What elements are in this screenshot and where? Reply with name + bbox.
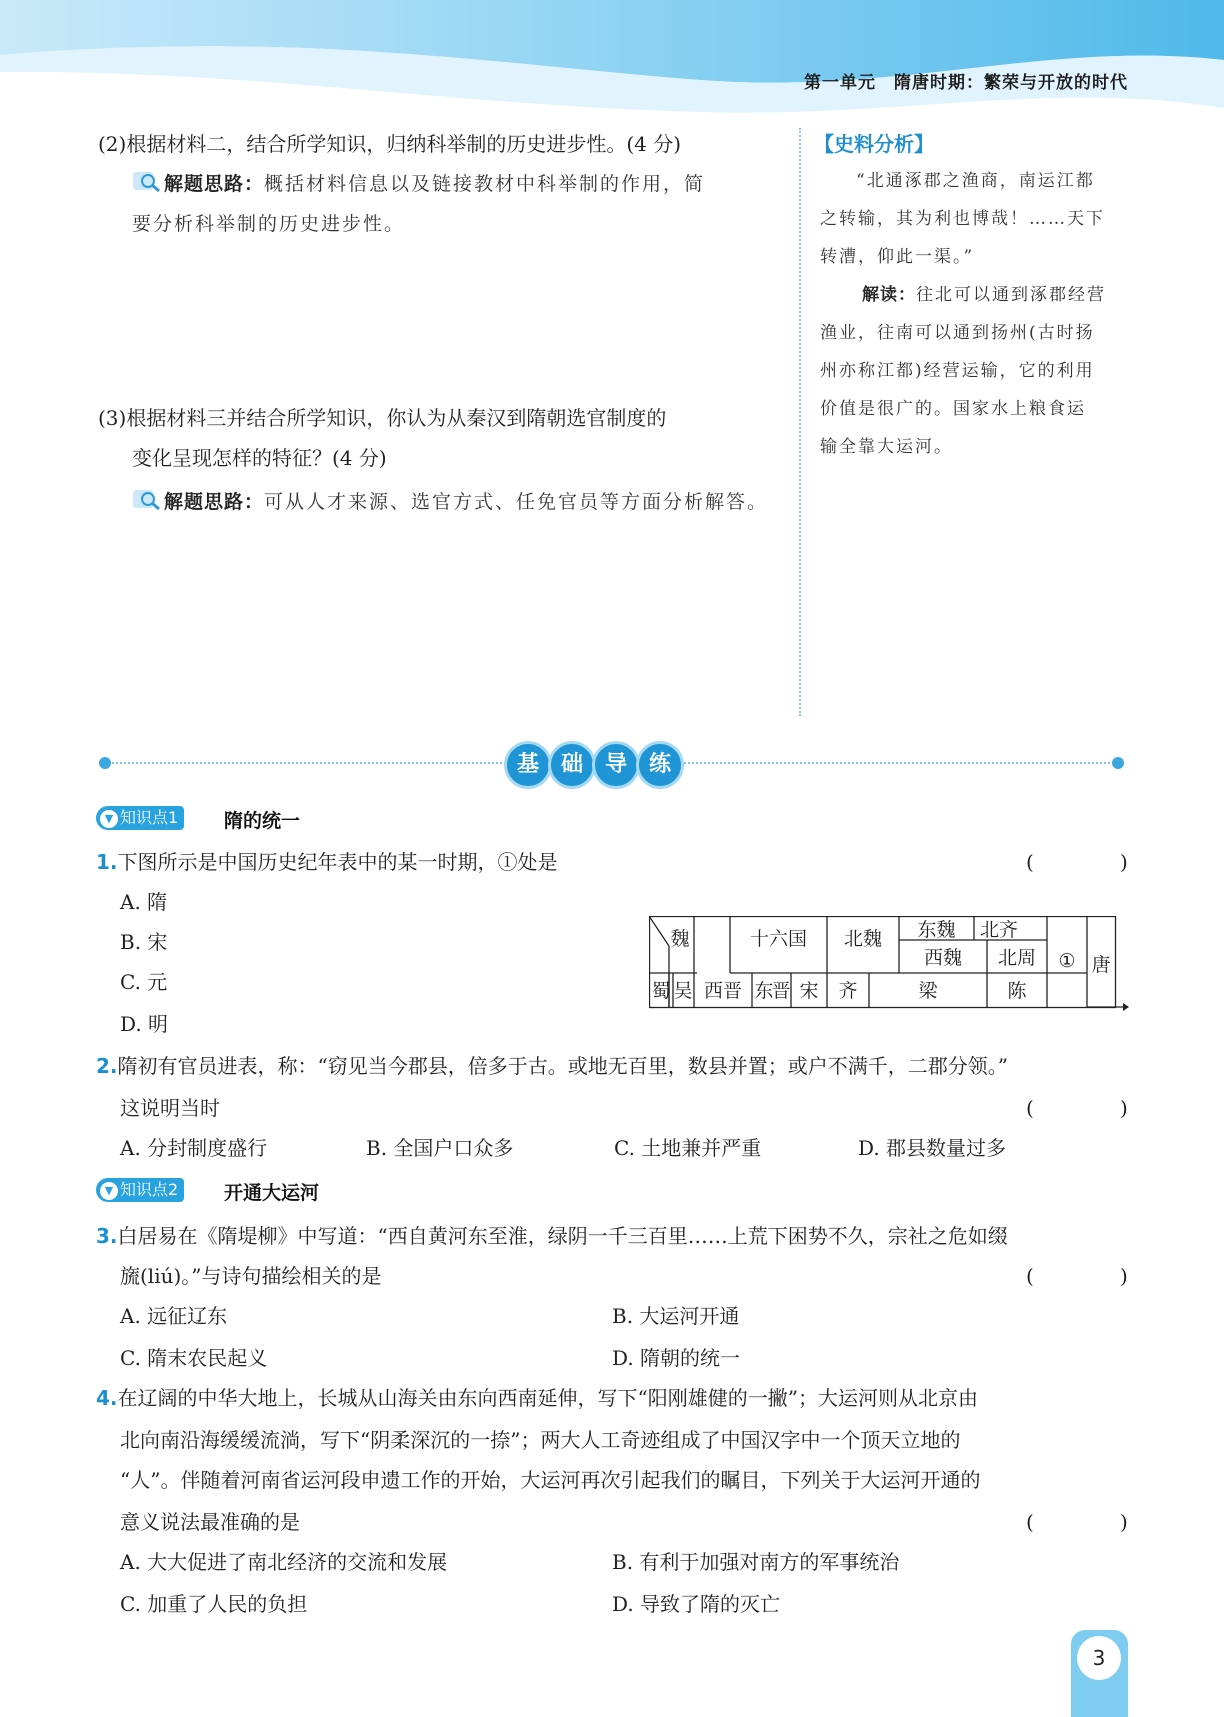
kp2-title: 开通大运河 (224, 1182, 320, 1204)
section-char: 练 (636, 741, 684, 789)
q3-option-b[interactable]: B. 大运河开通 (612, 1304, 740, 1328)
q4-number: 4. (96, 1386, 118, 1410)
q3-text: 白居易在《隋堤柳》中写道：“西自黄河东至淮，绿阴一千三百里……上荒下困势不久，宗社之危如缀 (117, 1224, 1008, 1248)
period-wei: 魏 (670, 928, 690, 950)
quote-line: 之转输，其为利也博哉！……天下 (820, 209, 1105, 229)
sidebar-title: 【史料分析】 (814, 132, 934, 156)
period-shu: 蜀 (651, 980, 671, 1002)
kp2-tag (96, 1178, 184, 1202)
period-tang: 唐 (1091, 954, 1111, 976)
reading-line: 往北可以通到涿郡经营 (916, 285, 1106, 305)
subq3-hint (132, 482, 768, 522)
period-beizhou: 北周 (997, 947, 1036, 969)
q2-text: 隋初有官员进表，称：“窃见当今郡县，倍多于古。或地无百里，数县并置；或户不满千，二郡分领。” (117, 1054, 1008, 1078)
paren-close: ) (1120, 850, 1128, 874)
q1-number: 1. (96, 850, 118, 874)
period-liang: 梁 (918, 980, 938, 1002)
reading-label: 解读： (862, 285, 916, 305)
sidebar-quote (820, 162, 1128, 276)
reading-line: 价值是很广的。国家水上粮食运 (820, 399, 1086, 419)
magnifier-icon (132, 170, 162, 194)
subq2-text: (2)根据材料二，结合所学知识，归纳科举制的历史进步性。(4 分) (98, 132, 682, 156)
period-qi: 齐 (838, 980, 858, 1002)
period-dongjin: 东晋 (754, 980, 789, 1002)
section-char: 基 (504, 741, 552, 789)
period-xiwei: 西魏 (923, 947, 962, 969)
section-char: 导 (592, 741, 640, 789)
reading-line: 州亦称江都)经营运输，它的利用 (820, 361, 1095, 381)
page-number: 3 (1077, 1636, 1121, 1680)
q2-option-b[interactable]: B. 全国户口众多 (366, 1136, 514, 1160)
hint-text: 可从人才来源、选官方式、任免官员等方面分析解答。 (264, 491, 769, 513)
paren-close: ) (1120, 1510, 1128, 1534)
q2-stem-line1 (96, 1046, 1008, 1086)
q4-option-d[interactable]: D. 导致了隋的灭亡 (612, 1592, 781, 1616)
q4-option-a[interactable]: A. 大大促进了南北经济的交流和发展 (120, 1550, 448, 1574)
kp2-tag-label: 知识点2 (120, 1180, 179, 1199)
section-char: 础 (548, 741, 596, 789)
q2-option-a[interactable]: A. 分封制度盛行 (120, 1136, 268, 1160)
subq3-line2: 变化呈现怎样的特征？(4 分) (132, 446, 387, 470)
q1-option-b[interactable]: B. 宋 (120, 930, 168, 954)
q3-option-d[interactable]: D. 隋朝的统一 (612, 1346, 741, 1370)
q3-number: 3. (96, 1224, 118, 1248)
period-beiwei: 北魏 (843, 928, 882, 950)
period-blank-1: ① (1058, 950, 1076, 972)
q2-option-d[interactable]: D. 郡县数量过多 (858, 1136, 1007, 1160)
paren-open: ( (1026, 1264, 1034, 1288)
period-xijin: 西晋 (703, 980, 742, 1002)
hint-text-line2: 要分析科举制的历史进步性。 (132, 213, 406, 235)
reading-line: 渔业，往南可以通到扬州(古时扬 (820, 323, 1095, 343)
q1-option-d[interactable]: D. 明 (120, 1012, 169, 1036)
header-wave-banner (0, 0, 1224, 120)
hint-text-line1: 概括材料信息以及链接教材中科举制的作用，简 (264, 173, 706, 195)
magnifier-icon (132, 488, 162, 512)
divider-dot-right (1112, 757, 1124, 769)
paren-open: ( (1026, 1096, 1034, 1120)
q3-stem-line1 (96, 1216, 1008, 1256)
q2-option-c[interactable]: C. 土地兼并严重 (614, 1136, 762, 1160)
chronology-table (649, 916, 1117, 1008)
q4-option-c[interactable]: C. 加重了人民的负担 (120, 1592, 308, 1616)
kp1-tag-label: 知识点1 (120, 808, 179, 827)
period-shiliuguo: 十六国 (749, 928, 807, 950)
q3-stem-line2: 旒(liú)。”与诗句描绘相关的是 (120, 1264, 382, 1288)
q1-option-c[interactable]: C. 元 (120, 970, 168, 994)
q4-stem-line3: “人”。伴随着河南省运河段申遗工作的开始，大运河再次引起我们的瞩目，下列关于大运河开通的 (120, 1468, 981, 1492)
triangle-down-icon: ▼ (100, 810, 118, 828)
q1-stem (96, 842, 558, 882)
q4-stem-line4: 意义说法最准确的是 (120, 1510, 300, 1534)
quote-line: “北通涿郡之渔商，南运江都 (856, 171, 1095, 191)
period-wu: 吴 (673, 980, 693, 1002)
period-song: 宋 (799, 980, 819, 1002)
reading-line: 输全靠大运河。 (820, 437, 953, 457)
triangle-down-icon: ▼ (100, 1182, 118, 1200)
q1-text: 下图所示是中国历史纪年表中的某一时期，①处是 (117, 850, 558, 874)
paren-close: ) (1120, 1096, 1128, 1120)
divider-dot-left (99, 757, 111, 769)
q2-number: 2. (96, 1054, 118, 1078)
period-dongwei: 东魏 (917, 919, 956, 941)
period-beiqi: 北齐 (979, 919, 1018, 941)
kp1-title: 隋的统一 (224, 810, 301, 832)
q4-text: 在辽阔的中华大地上，长城从山海关由东向西南延伸，写下“阳刚雄健的一撇”；大运河则从北京由 (117, 1386, 978, 1410)
sidebar-reading (820, 276, 1128, 466)
q3-option-c[interactable]: C. 隋末农民起义 (120, 1346, 268, 1370)
paren-open: ( (1026, 850, 1034, 874)
subq3-line1: (3)根据材料三并结合所学知识，你认为从秦汉到隋朝选官制度的 (98, 406, 667, 430)
paren-open: ( (1026, 1510, 1034, 1534)
q4-stem-line2: 北向南沿海缓缓流淌，写下“阴柔深沉的一捺”；两大人工奇迹组成了中国汉字中一个顶天立地的 (120, 1428, 961, 1452)
hint-label: 解题思路： (164, 173, 265, 195)
column-divider (799, 128, 801, 716)
hint-label: 解题思路： (164, 491, 265, 513)
q3-option-a[interactable]: A. 远征辽东 (120, 1304, 228, 1328)
subq2-hint (132, 164, 780, 244)
q1-option-a[interactable]: A. 隋 (120, 890, 168, 914)
unit-title: 第一单元 隋唐时期：繁荣与开放的时代 (804, 73, 1128, 93)
q4-stem-line1 (96, 1378, 978, 1418)
quote-line: 转漕，仰此一渠。” (820, 247, 975, 267)
q2-stem-line2: 这说明当时 (120, 1096, 220, 1120)
kp1-tag (96, 806, 184, 830)
q4-option-b[interactable]: B. 有利于加强对南方的军事统治 (612, 1550, 900, 1574)
paren-close: ) (1120, 1264, 1128, 1288)
period-chen: 陈 (1007, 980, 1027, 1002)
